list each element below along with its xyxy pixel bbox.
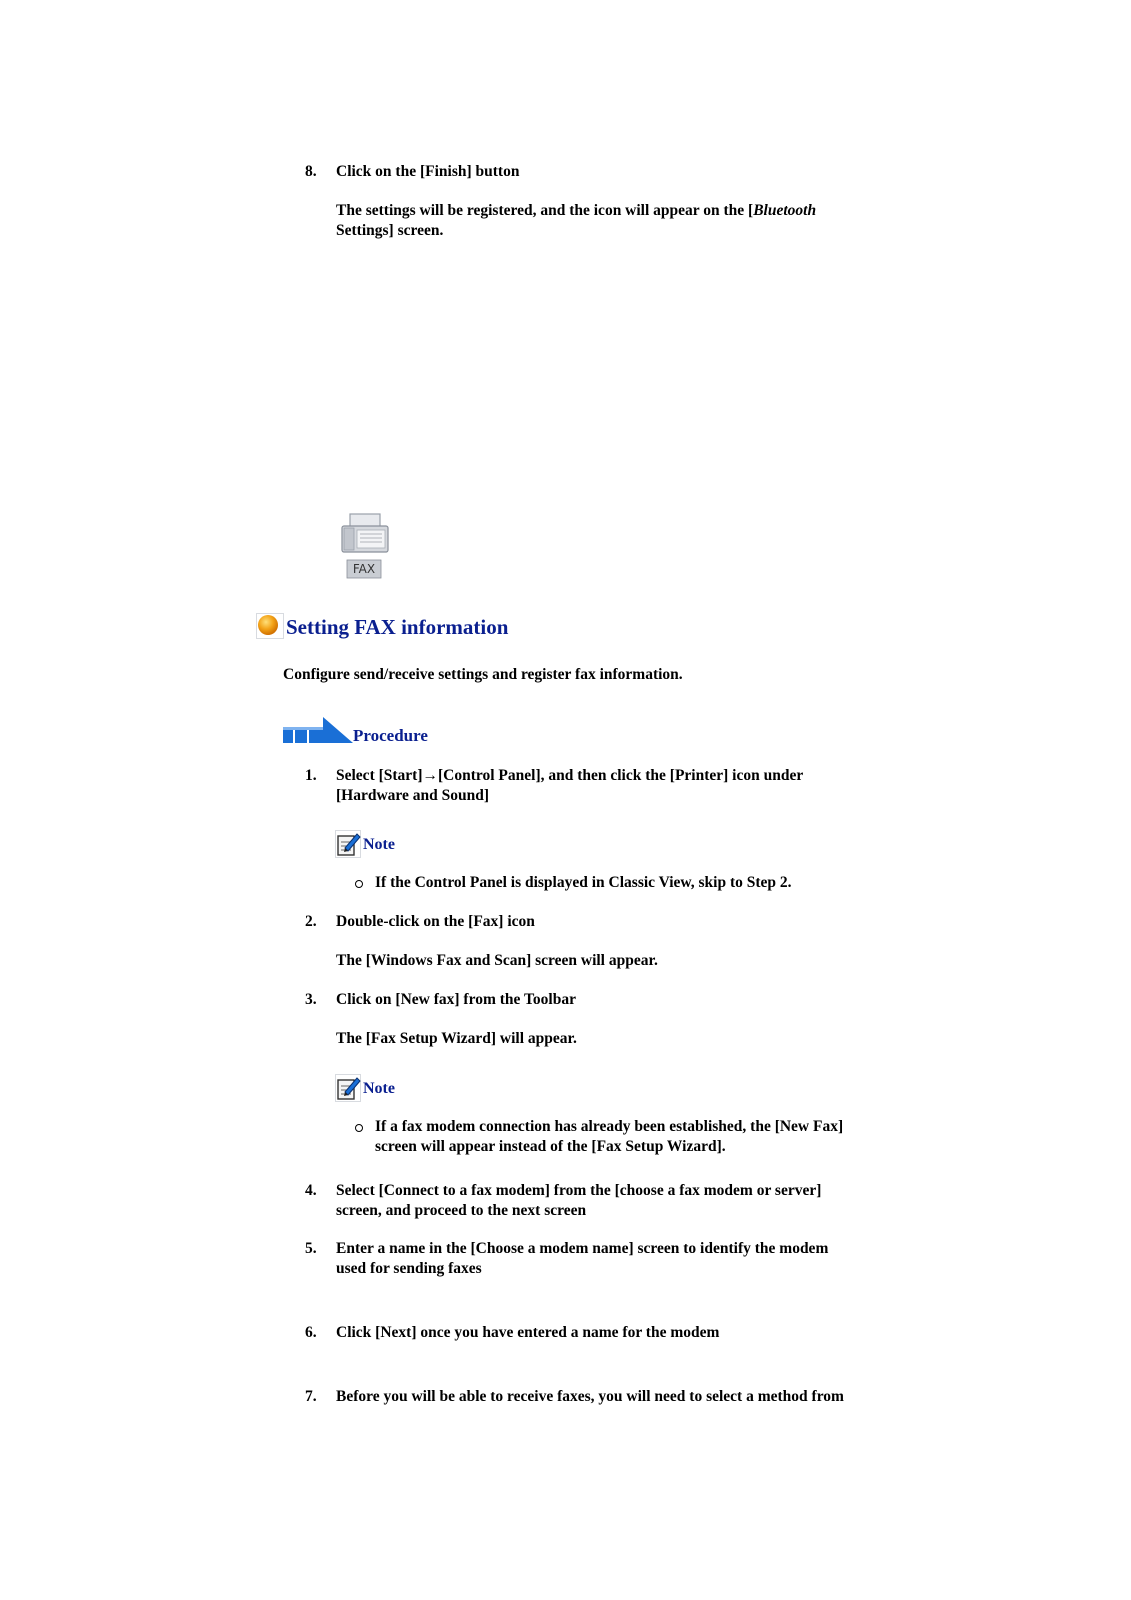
step-title-line2: used for sending faxes [336,1260,482,1277]
step-number: 2. [305,913,317,930]
note-icon [335,830,361,858]
note-text: If the Control Panel is displayed in Classic View, skip to Step 2. [375,874,792,891]
step-title-line2: screen, and proceed to the next screen [336,1202,587,1219]
note-text: If a fax modem connection has already been established, the [New Fax] [375,1118,844,1135]
step-number: 4. [305,1182,317,1199]
step-title-line2: [Hardware and Sound] [336,787,490,804]
step-title: Click on [New fax] from the Toolbar [336,991,576,1008]
step-title: Click [Next] once you have entered a name for the modem [336,1324,720,1341]
desc-text: The settings will be registered, and the icon will appear on the [ [336,202,754,219]
note-text-line2: screen will appear instead of the [Fax Setup Wizard]. [375,1138,726,1155]
step-number: 7. [305,1388,317,1405]
fax-icon-label: FAX [352,562,376,576]
step-title: Click on the [Finish] button [336,163,520,180]
section-intro: Configure send/receive settings and register fax information. [283,666,683,683]
notepad-pencil-icon [335,1074,361,1102]
section-bullet-icon [256,613,284,639]
step-title: Before you will be able to receive faxes, you will need to select a method from [336,1388,844,1405]
procedure-arrow-icon [283,715,353,745]
note-label: Note [363,1080,395,1097]
procedure-label: Procedure [353,726,428,745]
step-title: Enter a name in the [Choose a modem name] screen to identify the modem [336,1240,829,1257]
section-heading: Setting FAX information [286,615,509,639]
step-title: Select [Start]→[Control Panel], and then click the [Printer] icon under [336,767,804,784]
note-bullet [355,1124,363,1132]
step-number: 8. [305,163,317,180]
step-number: 5. [305,1240,317,1257]
fax-device-icon [338,512,392,586]
step-title: Select [Connect to a fax modem] from the [choose a fax modem or server] [336,1182,822,1199]
step-description-line2: Settings] screen. [336,222,444,239]
step-number: 3. [305,991,317,1008]
note-label: Note [363,836,395,853]
step-description: The [Windows Fax and Scan] screen will appear. [336,952,658,969]
notepad-pencil-icon [335,830,361,858]
note-icon [335,1074,361,1102]
step-title: Double-click on the [Fax] icon [336,913,535,930]
step-number: 1. [305,767,317,784]
note-bullet [355,880,363,888]
step-description [336,202,816,220]
step-number: 6. [305,1324,317,1341]
step-description: The [Fax Setup Wizard] will appear. [336,1030,577,1047]
orange-ball-icon [256,613,284,639]
procedure-icon [283,715,353,745]
desc-italic: Bluetooth [753,202,817,219]
